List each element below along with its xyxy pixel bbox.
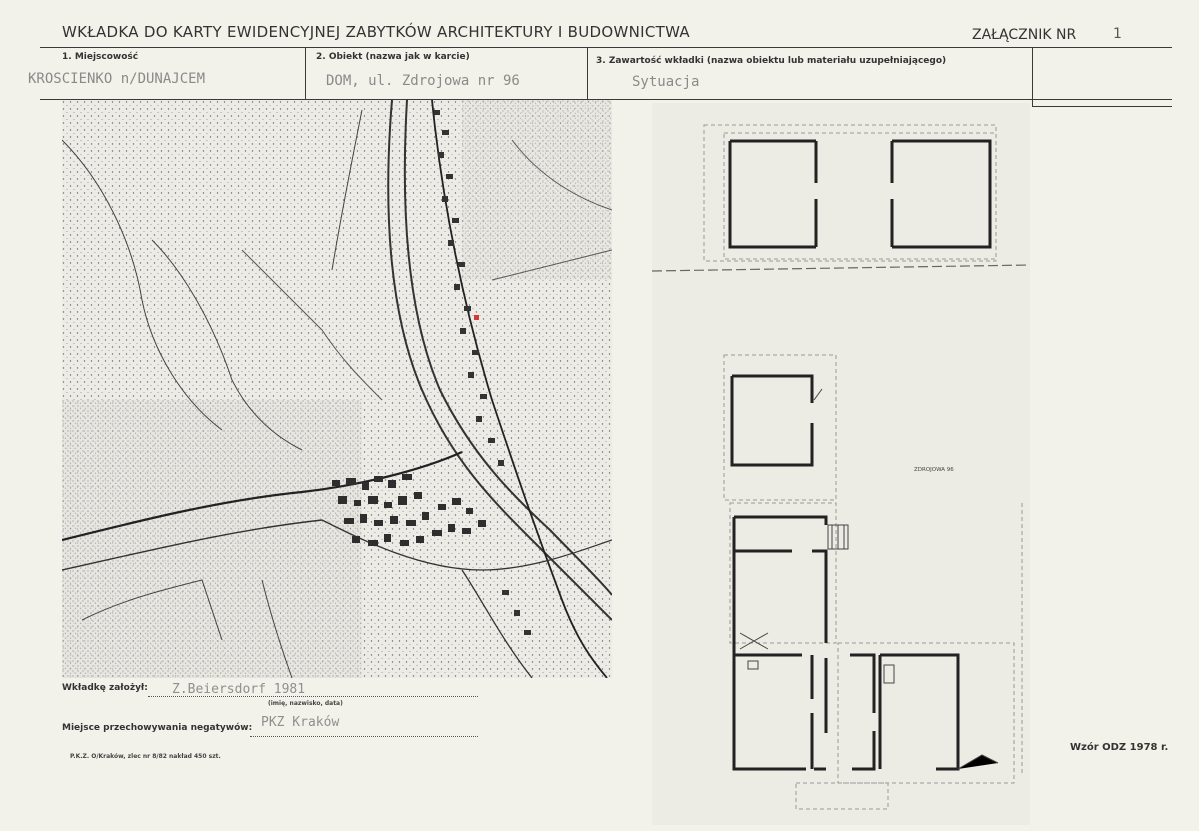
map-drawing [62, 100, 612, 678]
locality-value: KROSCIENKO n/DUNAJCEM [28, 71, 206, 87]
contents-label: 3. Zawartość wkładki (nazwa obiektu lub materiału uzupełniającego) [596, 56, 947, 66]
pattern-note: Wzór ODZ 1978 r. [1070, 742, 1169, 753]
location-map [62, 100, 612, 678]
storage-value: PKZ Kraków [261, 715, 340, 730]
plan-drawing [652, 103, 1030, 825]
locality-label: 1. Miejscowość [62, 52, 139, 62]
author-label: Wkładkę założył: [62, 683, 148, 693]
card-title: WKŁADKA DO KARTY EWIDENCYJNEJ ZABYTKÓW ARCHITEKTURY I BUDOWNICTWA [62, 23, 690, 41]
print-note: P.K.Z. O/Kraków, zlec nr 8/82 nakład 450 szt. [70, 753, 221, 760]
object-label: 2. Obiekt (nazwa jak w karcie) [316, 52, 470, 62]
author-caption: (imię, nazwisko, data) [268, 700, 343, 707]
storage-dotline [250, 736, 478, 737]
object-value: DOM, ul. Zdrojowa nr 96 [326, 73, 520, 89]
annex-rule [1032, 106, 1172, 107]
storage-label: Miejsce przechowywania negatywów: [62, 723, 253, 733]
annex-number: 1 [1113, 26, 1122, 42]
field-divider-3 [1032, 47, 1033, 107]
field-divider-1 [305, 47, 306, 99]
contents-value: Sytuacja [632, 74, 700, 90]
author-value: Z.Beiersdorf 1981 [172, 682, 306, 697]
street-label: ZDROJOWA 96 [914, 467, 954, 473]
field-divider-2 [587, 47, 588, 99]
header-rule [40, 47, 1172, 48]
site-plan [652, 103, 1030, 825]
annex-label: ZAŁĄCZNIK NR [972, 27, 1077, 43]
object-marker [474, 315, 479, 320]
